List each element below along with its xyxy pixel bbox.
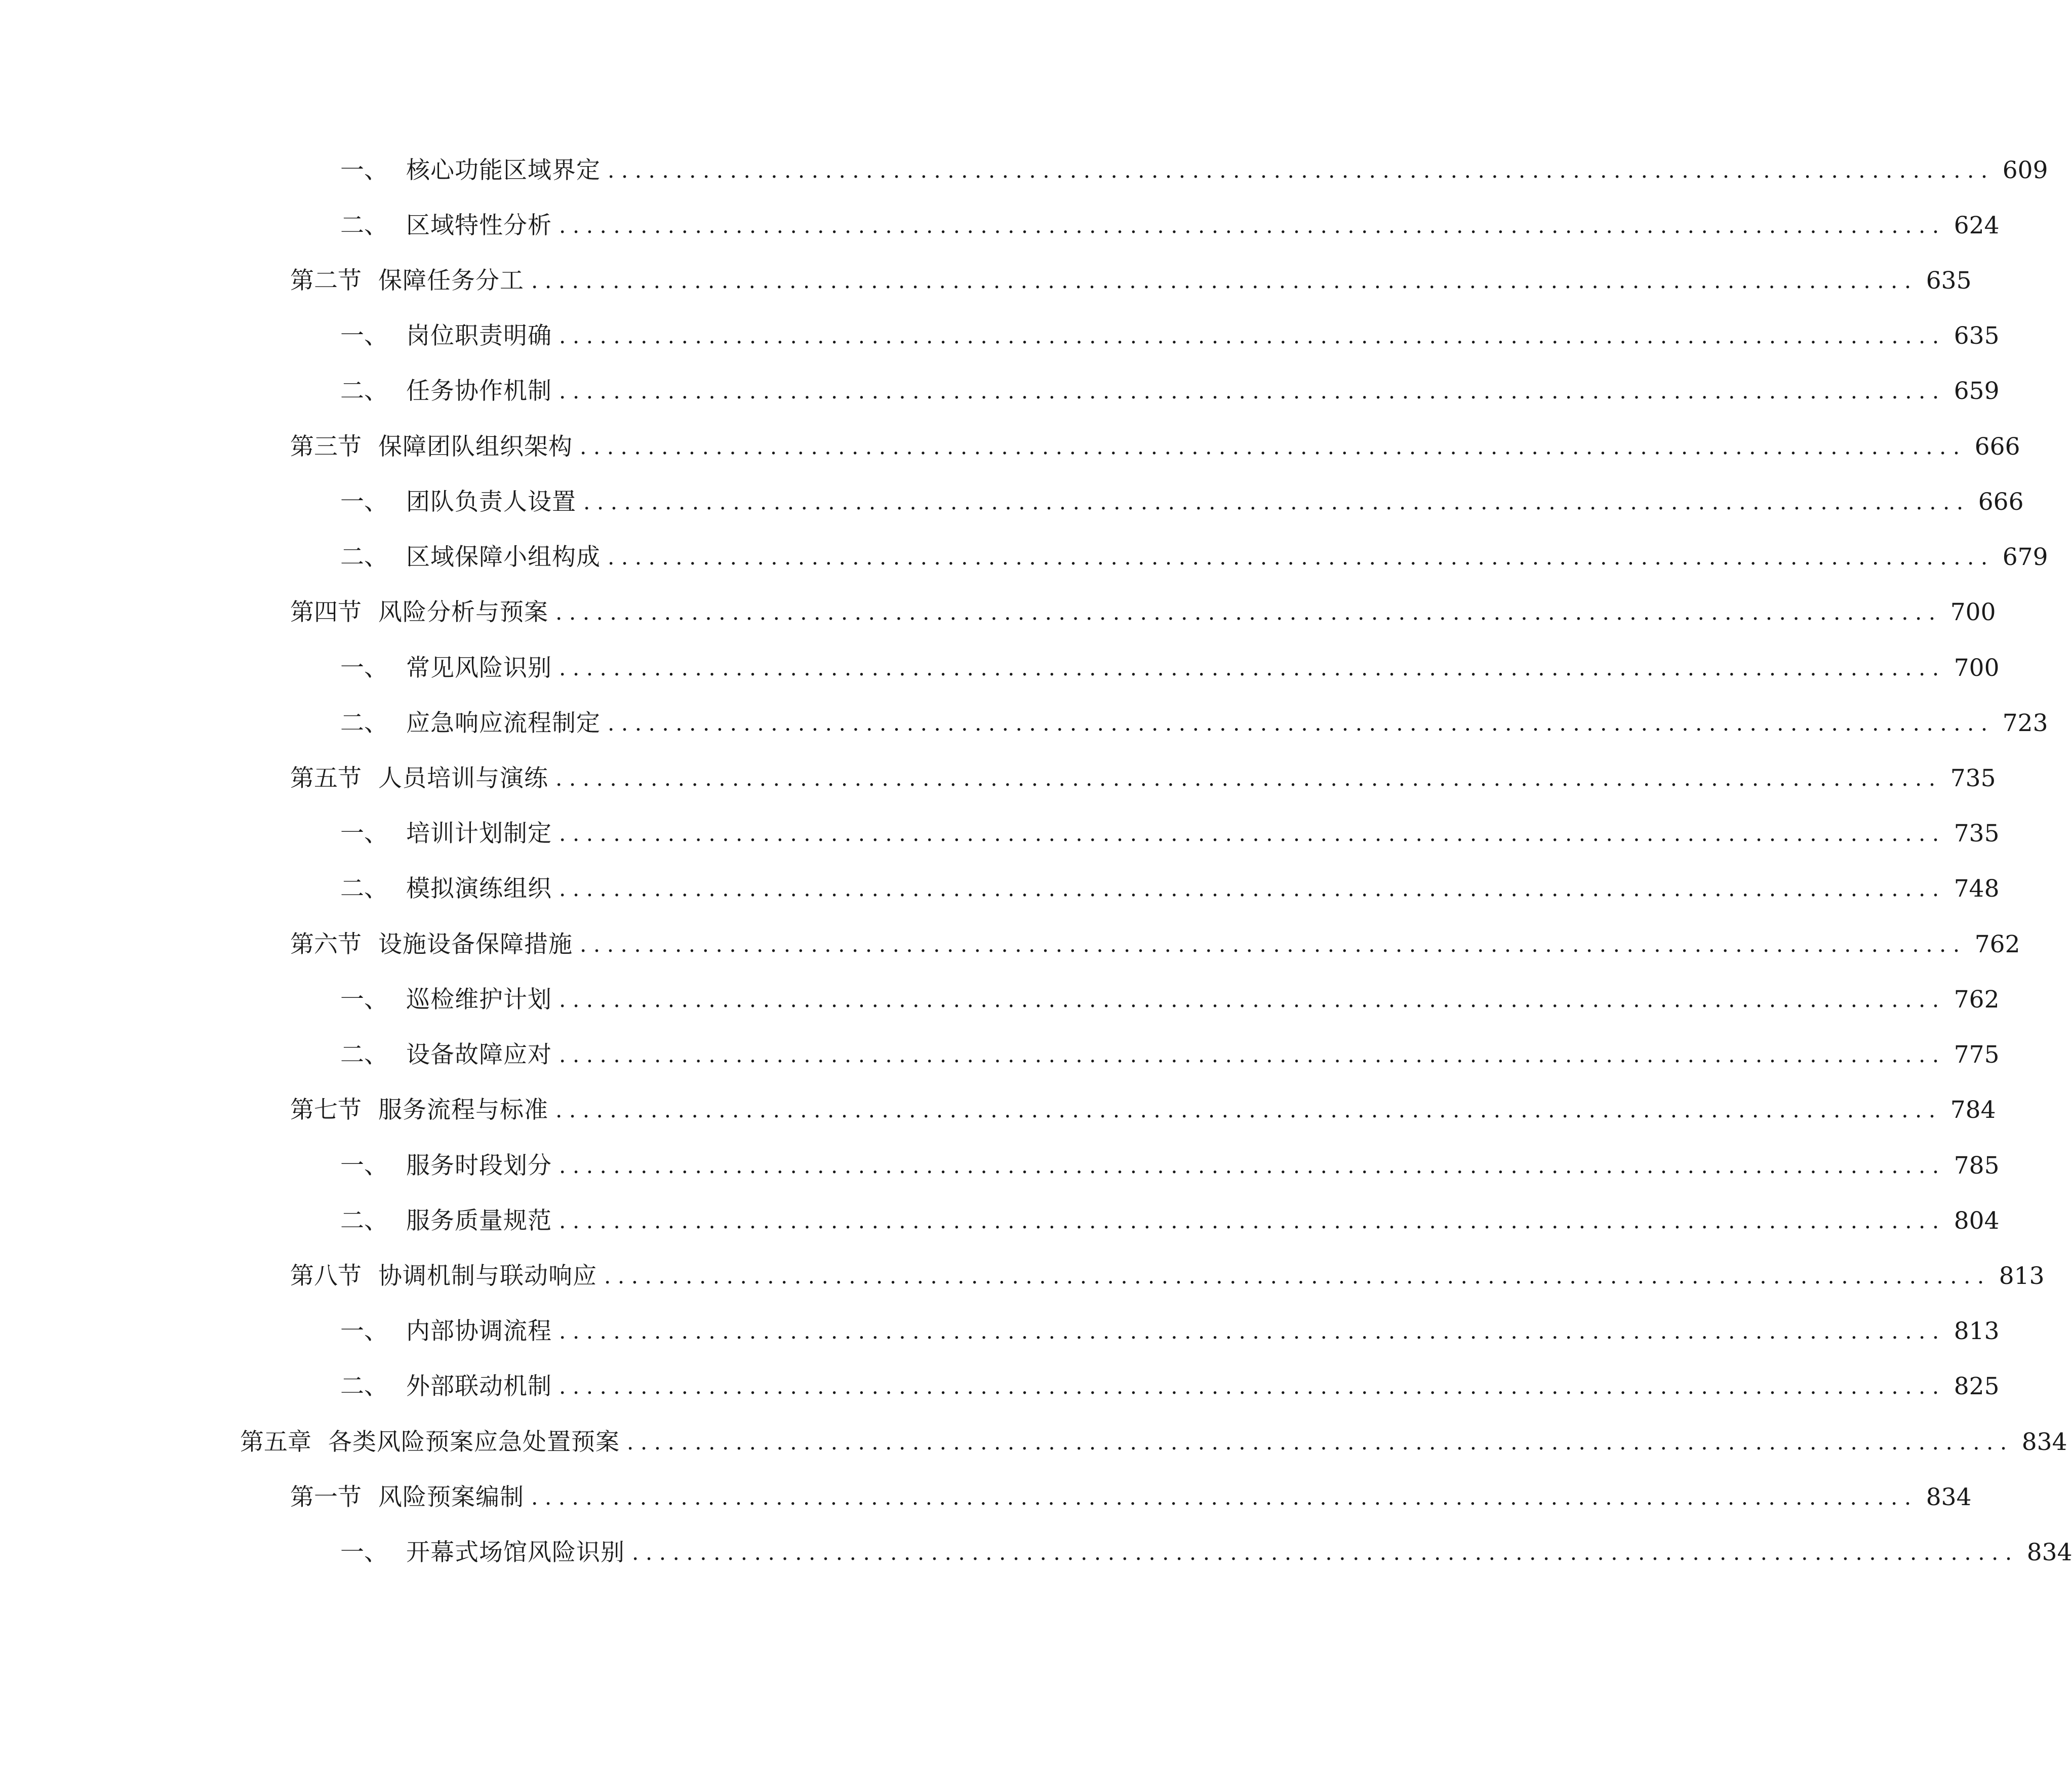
dot-leader: ......................................................................................................	[559, 1208, 1946, 1233]
toc-entry-title: 设施设备保障措施	[378, 931, 573, 958]
dot-leader: ......................................................................................................	[559, 987, 1946, 1012]
toc-entry[interactable]	[340, 316, 2000, 356]
toc-entry-page: 825	[1954, 1373, 2000, 1400]
dot-leader: ......................................................................................................	[555, 1098, 1942, 1122]
toc-entry-page: 723	[2002, 709, 2048, 737]
toc-entry-number: 一、	[340, 1539, 388, 1566]
toc-entry-page: 834	[2021, 1428, 2067, 1456]
dot-leader: ......................................................................................................	[604, 1264, 1991, 1288]
toc-entry[interactable]	[290, 924, 2020, 965]
toc-entry-number: 第三节	[290, 433, 362, 461]
toc-entry-page: 748	[1954, 875, 2000, 903]
dot-leader: ......................................................................................................	[555, 600, 1942, 625]
toc-entry-number: 第五章	[240, 1428, 311, 1456]
toc-entry-title: 协调机制与联动响应	[378, 1262, 597, 1290]
toc-entry[interactable]	[290, 1256, 2045, 1297]
toc-entry-title: 风险预案编制	[378, 1483, 524, 1511]
toc-entry-page: 735	[1950, 764, 1996, 792]
toc-entry-number: 一、	[340, 488, 388, 516]
toc-entry-title: 服务时段划分	[406, 1152, 552, 1180]
toc-entry-number: 二、	[340, 212, 388, 239]
dot-leader: ......................................................................................................	[580, 434, 1967, 459]
toc-entry[interactable]	[340, 1366, 2000, 1407]
toc-entry[interactable]	[290, 592, 1996, 633]
toc-entry-page: 635	[1926, 267, 1972, 295]
toc-entry-page: 804	[1954, 1207, 2000, 1235]
toc-entry[interactable]	[340, 703, 2048, 744]
toc-entry-number: 一、	[340, 820, 388, 847]
toc-entry[interactable]	[340, 206, 2000, 246]
toc-entry-number: 一、	[340, 986, 388, 1014]
toc-entry-page: 700	[1954, 654, 2000, 682]
toc-entry-title: 区域保障小组构成	[406, 543, 601, 571]
toc-entry[interactable]	[340, 814, 2000, 854]
toc-entry-number: 第七节	[290, 1096, 362, 1124]
toc-entry-number: 第五节	[290, 764, 362, 792]
toc-entry-page: 609	[2002, 156, 2048, 184]
toc-entry-title: 外部联动机制	[406, 1373, 552, 1400]
toc-entry-title: 服务质量规范	[406, 1207, 552, 1235]
toc-entry-title: 团队负责人设置	[406, 488, 576, 516]
dot-leader: ......................................................................................................	[531, 268, 1918, 293]
toc-entry-number: 一、	[340, 1317, 388, 1345]
toc-entry-title: 应急响应流程制定	[406, 709, 601, 737]
toc-entry-page: 813	[1999, 1262, 2045, 1290]
toc-entry-page: 679	[2002, 543, 2048, 571]
toc-entry-title: 培训计划制定	[406, 820, 552, 847]
toc-entry-title: 开幕式场馆风险识别	[406, 1539, 625, 1566]
dot-leader: ......................................................................................................	[559, 324, 1946, 348]
toc-entry-page: 624	[1954, 212, 2000, 239]
toc-entry-page: 700	[1950, 598, 1996, 626]
toc-entry-title: 内部协调流程	[406, 1317, 552, 1345]
toc-entry-page: 735	[1954, 820, 2000, 847]
toc-entry[interactable]	[340, 869, 2000, 909]
toc-entry[interactable]	[340, 371, 2000, 412]
toc-entry-number: 第六节	[290, 931, 362, 958]
dot-leader: ......................................................................................................	[608, 711, 1995, 736]
toc-entry[interactable]	[340, 482, 2024, 522]
toc-entry-page: 762	[1974, 931, 2020, 958]
toc-entry-number: 二、	[340, 1207, 388, 1235]
dot-leader: ......................................................................................................	[608, 545, 1995, 570]
dot-leader: ......................................................................................................	[559, 1042, 1946, 1067]
toc-entry-number: 一、	[340, 654, 388, 682]
toc-entry-page: 666	[1978, 488, 2024, 516]
toc-entry-page: 834	[1926, 1483, 1972, 1511]
dot-leader: ......................................................................................................	[531, 1485, 1918, 1510]
dot-leader: ......................................................................................................	[559, 1374, 1946, 1399]
toc-entry-page: 762	[1954, 986, 2000, 1014]
toc-entry-title: 人员培训与演练	[378, 764, 548, 792]
toc-entry-number: 二、	[340, 709, 388, 737]
toc-entry-page: 635	[1954, 322, 2000, 350]
toc-entry-title: 保障任务分工	[378, 267, 524, 295]
toc-entry-number: 第一节	[290, 1483, 362, 1511]
dot-leader: ......................................................................................................	[559, 213, 1946, 238]
dot-leader: ......................................................................................................	[559, 656, 1946, 680]
toc-entry[interactable]	[340, 1035, 2000, 1075]
toc-entry-number: 二、	[340, 1373, 388, 1400]
dot-leader: ......................................................................................................	[559, 379, 1946, 403]
toc-entry-title: 任务协作机制	[406, 377, 552, 405]
toc-entry-number: 第四节	[290, 598, 362, 626]
toc-entry-page: 775	[1954, 1041, 2000, 1069]
toc-entry-title: 巡检维护计划	[406, 986, 552, 1014]
dot-leader: ......................................................................................................	[559, 821, 1946, 846]
toc-entry[interactable]	[290, 1090, 1996, 1131]
toc-entry-page: 659	[1954, 377, 2000, 405]
dot-leader: ......................................................................................................	[580, 932, 1967, 957]
toc-entry[interactable]	[340, 648, 2000, 689]
toc-entry-title: 设备故障应对	[406, 1041, 552, 1069]
toc-entry[interactable]	[340, 537, 2048, 578]
toc-entry-title: 保障团队组织架构	[378, 433, 573, 461]
toc-entry[interactable]	[290, 758, 1996, 799]
toc-entry[interactable]	[290, 1477, 1972, 1518]
dot-leader: ......................................................................................................	[627, 1430, 2014, 1455]
toc-entry-number: 一、	[340, 156, 388, 184]
toc-entry-title: 区域特性分析	[406, 212, 552, 239]
toc-entry[interactable]	[340, 980, 2000, 1020]
toc-entry[interactable]	[340, 1146, 2000, 1186]
toc-entry-page: 666	[1974, 433, 2020, 461]
toc-entry-number: 一、	[340, 322, 388, 350]
toc-entry[interactable]	[340, 1201, 2000, 1241]
toc-entry[interactable]	[340, 150, 2048, 191]
toc-entry[interactable]	[290, 261, 1972, 301]
toc-entry-number: 第二节	[290, 267, 362, 295]
toc-entry-title: 模拟演练组织	[406, 875, 552, 903]
toc-entry[interactable]	[340, 1532, 2072, 1573]
dot-leader: ......................................................................................................	[559, 876, 1946, 901]
toc-entry-title: 风险分析与预案	[378, 598, 548, 626]
toc-entry-page: 785	[1954, 1152, 2000, 1180]
dot-leader: ......................................................................................................	[555, 766, 1942, 791]
toc-entry-number: 一、	[340, 1152, 388, 1180]
toc-entry-page: 834	[2026, 1539, 2072, 1566]
toc-entry-title: 岗位职责明确	[406, 322, 552, 350]
dot-leader: ......................................................................................................	[608, 158, 1995, 183]
toc-entry-number: 二、	[340, 377, 388, 405]
toc-entry[interactable]	[240, 1422, 2067, 1463]
dot-leader: ......................................................................................................	[559, 1319, 1946, 1344]
toc-entry-number: 第八节	[290, 1262, 362, 1290]
toc-entry-number: 二、	[340, 875, 388, 903]
dot-leader: ......................................................................................................	[559, 1153, 1946, 1178]
toc-entry-number: 二、	[340, 543, 388, 571]
toc-entry-title: 常见风险识别	[406, 654, 552, 682]
dot-leader: ......................................................................................................	[583, 490, 1970, 514]
toc-entry-number: 二、	[340, 1041, 388, 1069]
dot-leader: ......................................................................................................	[632, 1540, 2019, 1565]
toc-entry-title: 服务流程与标准	[378, 1096, 548, 1124]
toc-entry[interactable]	[340, 1311, 2000, 1352]
toc-entry-page: 784	[1950, 1096, 1996, 1124]
toc-entry[interactable]	[290, 427, 2020, 467]
toc-entry-title: 核心功能区域界定	[406, 156, 601, 184]
toc-entry-page: 813	[1954, 1317, 2000, 1345]
toc-entry-title: 各类风险预案应急处置预案	[328, 1428, 620, 1456]
